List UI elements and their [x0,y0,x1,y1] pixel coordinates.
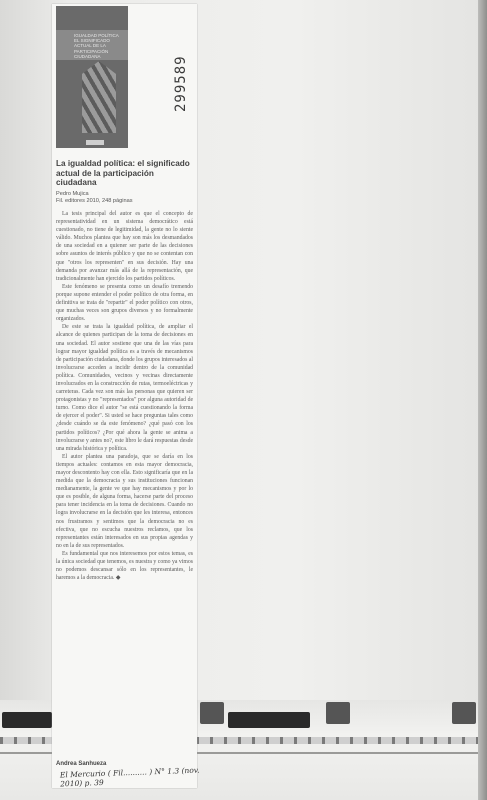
article-headline: La igualdad política: el significado actual de la participación ciudadana [56,159,190,188]
paragraph: Este fenómeno se presenta como un desafío tremendo porque supone entender el poder político de otra forma, en definitiva se trata de "repartir" el poder político con otros, que muchas veces son grupos diversos y no formalmente organizados. [56,283,193,323]
article-body [56,210,193,582]
book-author: Pedro Mujica [56,191,89,197]
paragraph: El autor plantea una paradoja, que se daría en los tiempos actuales: contamos en esta mayor democracia, mayor descontento hay con ella. Esto significaría que en la medida que la democracia y sus instituciones funcionan medianamente, la gente ve que hay mecanismos y por lo que es posible, de alguna forma, hacerse parte del proceso para tener incidencia en la toma de decisiones. Cuando no logra involucrarse en la decisión que les interesa, entonces nos frustramos y sentimos que la democracia no es efectiva, que no escucha nuestros reclamos, que los representantes están interesados en sus propias agendas y no en la de sus representados. [56,453,193,549]
scanner-slot [228,712,310,728]
paragraph: De este se trata la igualdad política, de ampliar el alcance de quienes participan de la toma de decisiones en una sociedad. El autor sostiene que una de las vías para lograr mayor igualdad política es a través de mecanismos de participación ciudadana, donde los grupos interesados al involucrarse acceden a incidir dentro de la comunidad política. Comunidades, vecinos y vecinas directamente involucrados en la construcción de rutas, termoeléctricas y carreteras. Cada vez son más las personas que quieren ser protagonistas y no "representados" por alguna autoridad de turno. Como dice el autor "se está cuestionando la forma de ejercer el poder". Si usted se hace preguntas tales como ¿desde cuándo se da este fenómeno? ¿qué pasó con los partidos políticos? ¿Por qué ahora la gente se anima a involucrarse y antes no?, este libro le dará respuestas desde una mirada histórica y política. [56,324,193,452]
scanner-clip [326,702,350,724]
book-publisher: Fil. editores 2010, 248 páginas [56,198,133,204]
paragraph: Es fundamental que nos interesemos por estos temas, es la única sociedad que tenemos, es nuestra y como ya vimos no podemos descansar sólo en los representantes, le haremos a la democracia. ◆ [56,550,193,582]
paragraph: La tesis principal del autor es que el concepto de representatividad en un sistema democrático está cuestionado, no tiene de legitimidad, la gente no lo siente válido. Muchos plantea que hay son más los desmandados de una sociedad en a quiener ser parte de las decisiones sobre asuntos de interés público y que no se contentan con que "otros los representen" en sus decisión. Hay una demanda por avanzar más allá de la representación, que tradicionalmente han ejercido los partidos políticos. [56,211,193,282]
newspaper-clipping [52,4,200,789]
handwritten-source-note: El Mercurio ( Fil.......... ) N° 1.3 (nov. 2010) p. 39 [59,765,200,789]
scanner-slot [2,712,52,728]
cover-illustration [82,61,116,133]
reviewer-name: Andrea Sanhueza [56,761,107,767]
cover-title: IGUALDAD POLÍTICA EL SIGNIFICADO ACTUAL DE LA PARTICIPACIÓN CIUDADANA [74,33,119,59]
scanner-edge [478,0,487,800]
handwritten-number: 299589 [173,55,189,112]
scanner-clip [200,702,224,724]
scanner-clip [452,702,476,724]
publisher-logo [86,140,104,145]
book-cover-image [56,6,128,148]
